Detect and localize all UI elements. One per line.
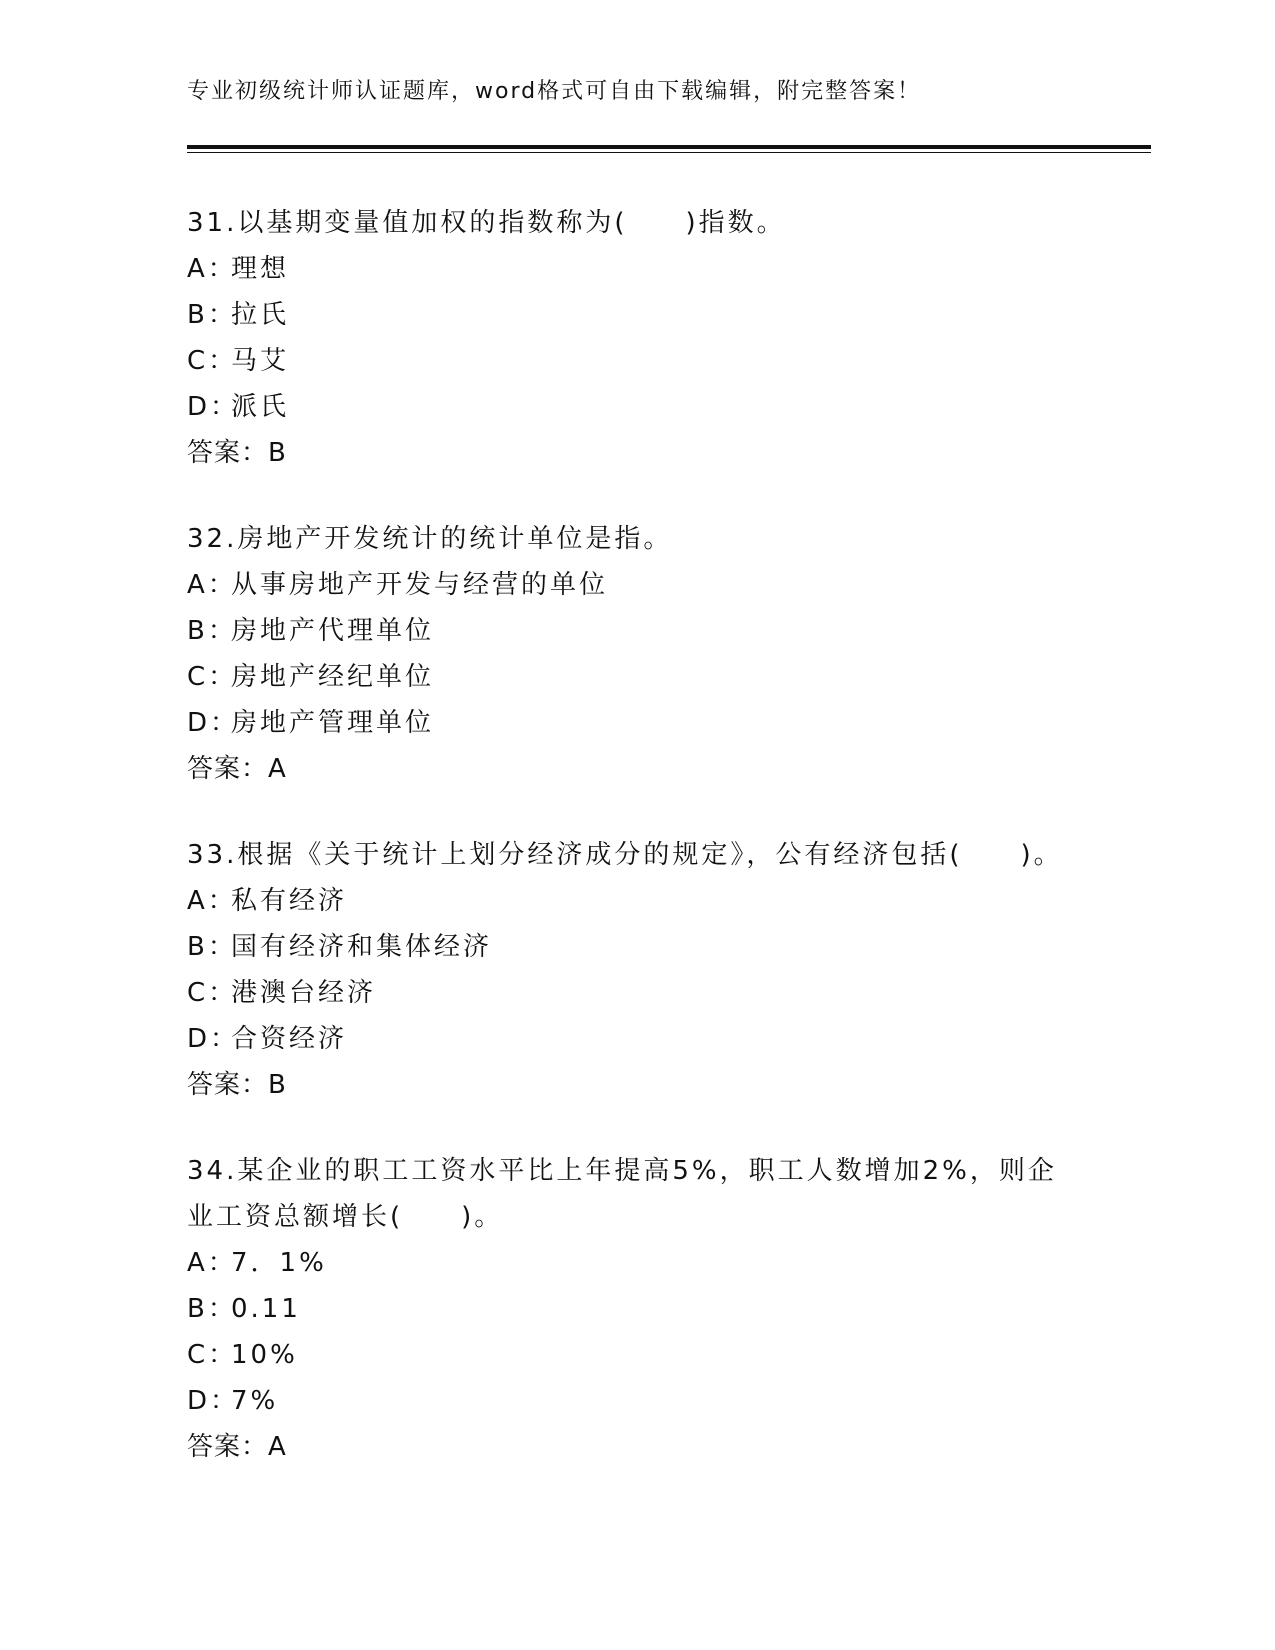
question-stem: [187, 1148, 1087, 1240]
question-32: [187, 516, 1087, 792]
option-letter: D：: [187, 1386, 240, 1416]
option-b: [187, 608, 1087, 654]
question-stem-line: 32.房地产开发统计的统计单位是指。: [187, 524, 673, 554]
option-a: [187, 878, 1087, 924]
option-c: [187, 338, 1087, 384]
option-text: 房地产管理单位: [231, 708, 435, 738]
option-letter: B：: [187, 616, 237, 646]
option-b: [187, 292, 1087, 338]
option-d: [187, 384, 1087, 430]
question-stem: [187, 832, 1087, 878]
option-text: 房地产经纪单位: [231, 662, 435, 692]
option-text: 拉氏: [231, 300, 290, 330]
question-stem: [187, 516, 1087, 562]
option-letter: B：: [187, 1294, 237, 1324]
option-a: [187, 246, 1087, 292]
option-c: [187, 654, 1087, 700]
option-b: [187, 924, 1087, 970]
option-a: [187, 1240, 1087, 1286]
option-letter: C：: [187, 978, 238, 1008]
answer-value: B: [268, 1070, 286, 1100]
option-letter: D：: [187, 1024, 240, 1054]
option-c: [187, 1332, 1087, 1378]
question-31: [187, 200, 1087, 476]
option-b: [187, 1286, 1087, 1332]
option-letter: C：: [187, 662, 238, 692]
option-text: 10%: [231, 1340, 298, 1370]
answer-label: 答案：: [187, 1070, 269, 1100]
question-33: [187, 832, 1087, 1108]
option-text: 港澳台经济: [231, 978, 377, 1008]
option-text: 马艾: [231, 346, 290, 376]
answer-value: A: [268, 754, 286, 784]
answer-label: 答案：: [187, 754, 269, 784]
option-text: 理想: [231, 254, 290, 284]
question-stem-line: 31.以基期变量值加权的指数称为( )指数。: [187, 208, 786, 238]
option-letter: A：: [187, 254, 237, 284]
option-d: [187, 700, 1087, 746]
option-text: 合资经济: [231, 1024, 348, 1054]
option-text: 房地产代理单位: [231, 616, 435, 646]
question-stem: [187, 200, 1087, 246]
option-a: [187, 562, 1087, 608]
header-rule-thin: [187, 152, 1151, 153]
answer-line: [187, 746, 1087, 792]
option-d: [187, 1378, 1087, 1424]
option-text: 从事房地产开发与经营的单位: [231, 570, 609, 600]
option-letter: B：: [187, 300, 237, 330]
answer-value: A: [268, 1432, 286, 1462]
option-letter: A：: [187, 1248, 237, 1278]
option-text: 派氏: [231, 392, 290, 422]
option-text: 国有经济和集体经济: [231, 932, 493, 962]
option-c: [187, 970, 1087, 1016]
page-header: 专业初级统计师认证题库，word格式可自由下载编辑，附完整答案！: [187, 79, 922, 104]
answer-line: [187, 1062, 1087, 1108]
option-letter: C：: [187, 346, 238, 376]
option-letter: D：: [187, 708, 240, 738]
answer-line: [187, 1424, 1087, 1470]
option-letter: B：: [187, 932, 237, 962]
answer-label: 答案：: [187, 438, 269, 468]
option-text: 私有经济: [231, 886, 348, 916]
question-stem-line: 34.某企业的职工工资水平比上年提高5%，职工人数增加2%，则企: [187, 1156, 1057, 1186]
answer-value: B: [268, 438, 286, 468]
option-letter: C：: [187, 1340, 238, 1370]
option-letter: D：: [187, 392, 240, 422]
option-text: 0.11: [231, 1294, 301, 1324]
option-letter: A：: [187, 570, 237, 600]
answer-line: [187, 430, 1087, 476]
answer-label: 答案：: [187, 1432, 269, 1462]
question-stem-line: 业工资总额增长( )。: [187, 1202, 504, 1232]
option-d: [187, 1016, 1087, 1062]
option-text: 7%: [231, 1386, 279, 1416]
question-34: [187, 1148, 1087, 1470]
question-stem-line: 33.根据《关于统计上划分经济成分的规定》，公有经济包括( )。: [187, 840, 1063, 870]
option-letter: A：: [187, 886, 237, 916]
header-rule-thick: [187, 145, 1151, 149]
option-text: 7．1%: [231, 1248, 327, 1278]
